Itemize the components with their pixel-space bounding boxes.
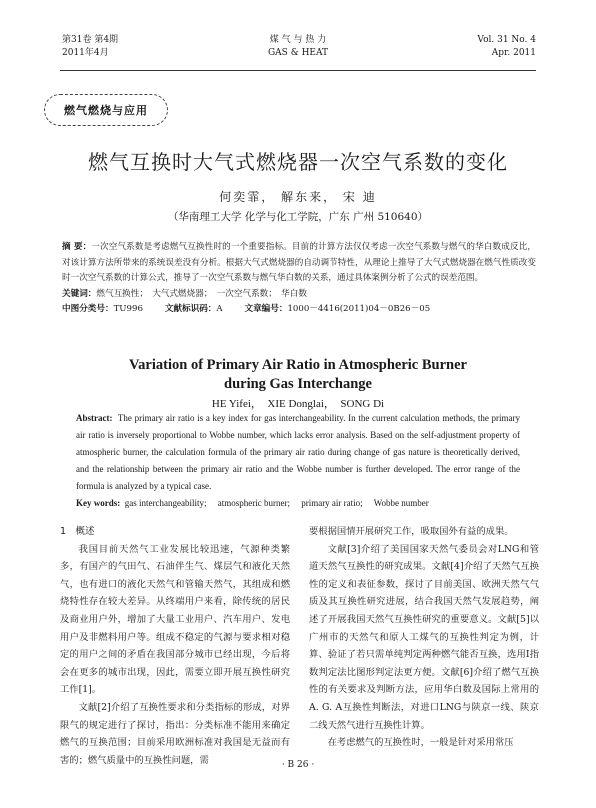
abstract-en-text: The primary air ratio is a key index for gas interchangeability. In the current calculation methods, the primary air ratio is inversely proportional to Wobbe number, which lacks error analysis. Based on the self-adjustment property of atmospheric burner, the calculation formula of the primary air ratio during change of gas nature is theoretically derived, and the relationship between the primary air ratio and the Wobbe number is further developed. The error range of the formula is analyzed by a typical case. — [76, 413, 521, 491]
volume-en: Vol. 31 No. 4 — [477, 35, 536, 45]
journal-name-cn: 煤 气 与 热 力 — [269, 35, 327, 45]
abstract-cn-body — [62, 240, 536, 287]
header-rule — [60, 70, 536, 71]
keywords-cn — [62, 287, 536, 303]
authors-cn: 何奕霏， 解东来， 宋 迪 — [219, 190, 377, 204]
classification-line — [62, 302, 536, 318]
keywords-en-text: gas interchangeability; atmospheric burner; primary air ratio; Wobbe number — [124, 498, 429, 508]
section-heading: 1 概述 — [60, 526, 95, 537]
article-title-en — [0, 356, 596, 394]
page-number: · B 26 · — [281, 760, 315, 770]
article-title-cn: 燃气互换时大气式燃烧器一次空气系数的变化 — [88, 150, 508, 174]
abstract-cn — [62, 240, 536, 318]
abstract-cn-text: 一次空气系数是考虑燃气互换性时的一个重要指标。目前的计算方法仅仅考虑一次空气系数与燃气的华白数成反比，对该计算方法所带来的系统误差没有分析。根据大气式燃烧器的自动调节特性，从理论上推导了大气式燃烧器在燃气性质改变时一次空气系数的计算公式，推导了一次空气系数与燃气华白数的关系，通过具体案例分析了公式的误差范围。 — [62, 242, 536, 283]
doc-code-label: 文献标识码： — [164, 304, 217, 314]
abstract-en-body — [76, 410, 520, 495]
paragraph: 在考虑燃气的互换性时，一般是针对采用常压 — [327, 737, 514, 749]
authors-en: HE Yifei， XIE Donglai， SONG Di — [211, 398, 385, 410]
title-en-line-2: during Gas Interchange — [224, 376, 372, 392]
cls-value: TU996 — [113, 304, 143, 314]
keywords-en-label: Key words: — [76, 498, 121, 508]
date-en: Apr. 2011 — [491, 48, 536, 58]
header-right — [477, 34, 536, 60]
body-column-right — [309, 523, 539, 752]
title-en-line-1: Variation of Primary Air Ratio in Atmospheric Burner — [129, 357, 467, 373]
paragraph: 我国目前天然气工业发展比较迅速，气源种类繁多，有国产的气田气、石油伴生气、煤层气和液化天然气，也有进口的液化天然气和管输天然气，其组成和燃烧特性存在较大差异。从终端用户来看，除传统的居民及商业用户外，增加了大量工业用户、汽车用户、发电用户及非燃料用户等。组成不稳定的气源与要求相对稳定的用户之间的矛盾在我国部分城市已经出现，今后将会在更多的城市出现，因此，需要立即开展互换性研究工作[1]。 — [60, 543, 290, 696]
volume-cn: 第31卷 第4期 — [62, 35, 119, 45]
paragraph: 文献[3]介绍了美国国家天然气委员会对LNG和管道天然气互换性的研究成果。文献[4]介绍了天然气互换性的定义和表征参数，探讨了目前美国、欧洲天然气气质及其互换性研究进展，结合我国天然气发展趋势，阐述了开展我国天然气互换性研究的重要意义。文献[5]以广州市的天然气和原人工煤气的互换性判定为例，计算、验证了若只需单纯判定两种燃气能否互换，选用I指数判定法比图形判定法更方便。文献[6]介绍了燃气互换性的有关要求及判断方法，应用华白数及国际上常用的A. G. A互换性判断法，对进口LNG与陕京一线、陕京二线天然气进行互换性计算。 — [309, 543, 539, 731]
body-column-left — [60, 523, 290, 769]
article-no-label: 文章编号： — [244, 304, 288, 314]
paragraph: 要根据国情开展研究工作，吸取国外有益的成果。 — [309, 526, 514, 537]
abstract-cn-label: 摘 要： — [62, 242, 92, 252]
date-cn: 2011年4月 — [62, 48, 109, 58]
column-label: 燃气燃烧与应用 — [44, 94, 168, 126]
running-header — [0, 34, 596, 74]
keywords-cn-label: 关键词： — [62, 288, 97, 299]
article-no-value: 1000－4416(2011)04－0B26－05 — [287, 304, 431, 314]
paragraph: 文献[2]介绍了互换性要求和分类指标的形成，对界限气的规定进行了探讨，指出：分类标准不能用来确定燃气的互换范围；目前采用欧洲标准对我国是无益而有害的；燃气质量中的互换性问题，需 — [60, 701, 290, 766]
abstract-en-label: Abstract: — [76, 413, 113, 423]
doc-code-value: A — [216, 304, 223, 314]
cls-label: 中图分类号： — [62, 304, 114, 314]
journal-name-en: GAS & HEAT — [267, 48, 329, 58]
keywords-en — [76, 495, 520, 512]
affiliation-cn: （华南理工大学 化学与化工学院，广东 广州 510640） — [167, 211, 429, 223]
abstract-en — [76, 410, 520, 512]
keywords-cn-text: 燃气互换性； 大气式燃烧器； 一次空气系数； 华白数 — [96, 288, 307, 299]
